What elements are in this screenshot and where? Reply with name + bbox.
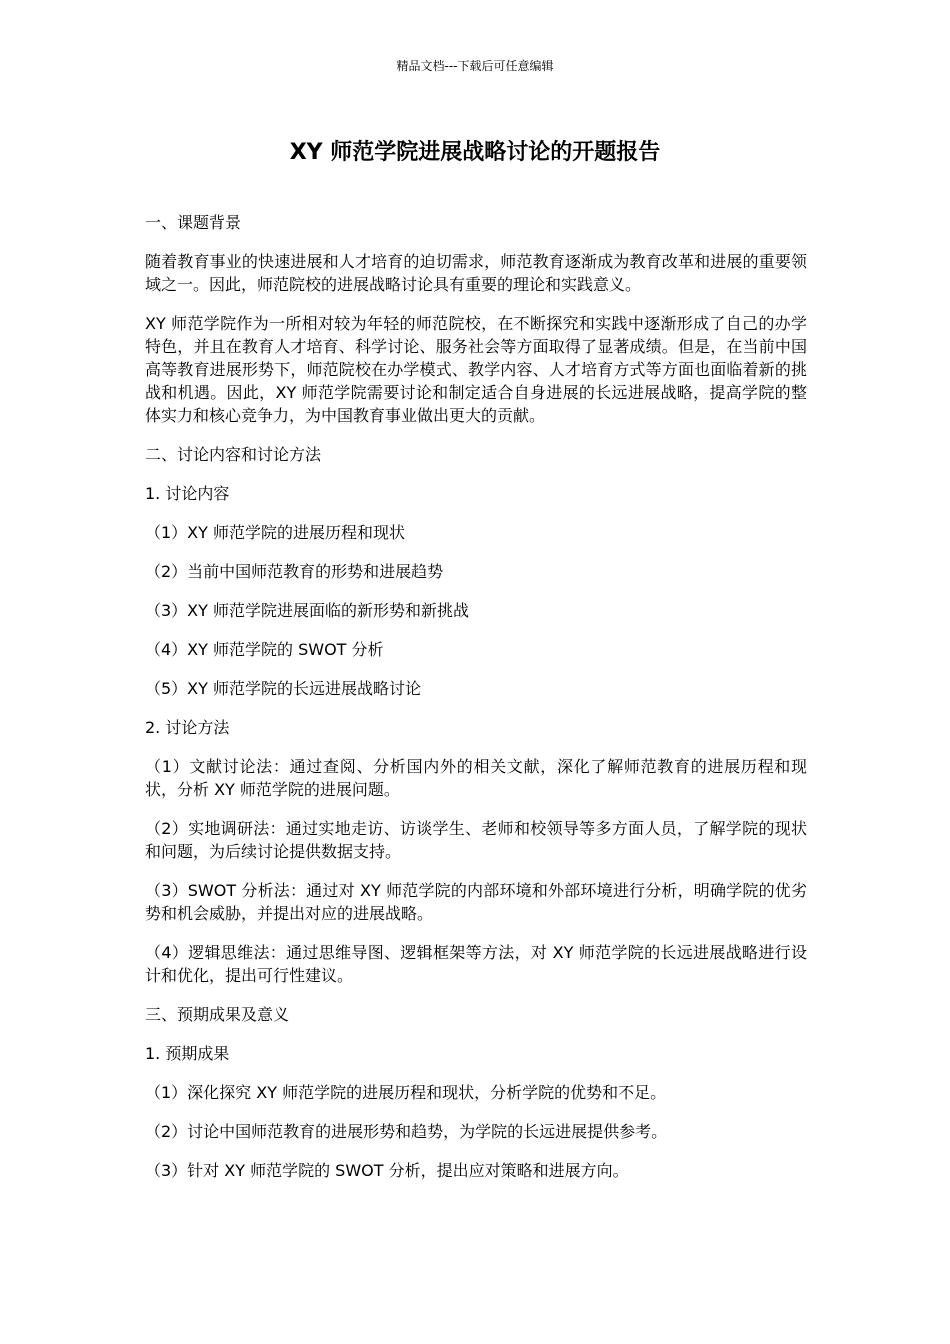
document-body xyxy=(145,211,807,1198)
section-heading-background: 一、课题背景 xyxy=(145,213,242,232)
subheading-research-content: 1. 讨论内容 xyxy=(145,484,230,503)
list-item-content-3: （3）XY 师范学院进展面临的新形势和新挑战 xyxy=(145,601,470,620)
page-header-note: 精品文档---下载后可任意编辑 xyxy=(396,59,554,73)
list-item-method-4: （4）逻辑思维法：通过思维导图、逻辑框架等方法，对 XY 师范学院的长远进展战略进行设计和优化，提出可行性建议。 xyxy=(145,943,807,985)
list-item-outcome-3: （3）针对 XY 师范学院的 SWOT 分析，提出应对策略和进展方向。 xyxy=(145,1161,629,1180)
list-item-outcome-1: （1）深化探究 XY 师范学院的进展历程和现状，分析学院的优势和不足。 xyxy=(145,1083,667,1102)
list-item-method-2: （2）实地调研法：通过实地走访、访谈学生、老师和校领导等多方面人员，了解学院的现状和问题，为后续讨论提供数据支持。 xyxy=(145,819,807,861)
subheading-research-methods: 2. 讨论方法 xyxy=(145,718,230,737)
document-title: XY 师范学院进展战略讨论的开题报告 xyxy=(289,140,661,165)
list-item-content-1: （1）XY 师范学院的进展历程和现状 xyxy=(145,523,406,542)
list-item-outcome-2: （2）讨论中国师范教育的进展形势和趋势，为学院的长远进展提供参考。 xyxy=(145,1122,668,1141)
paragraph-background-2: XY 师范学院作为一所相对较为年轻的师范院校，在不断探究和实践中逐渐形成了自己的办学特色，并且在教育人才培育、科学讨论、服务社会等方面取得了显著成绩。但是，在当前中国高等教育进展形势下，师范院校在办学模式、教学内容、人才培育方式等方面也面临着新的挑战和机遇。因此，XY 师范学院需要讨论和制定适合自身进展的长远进展战略，提高学院的整体实力和核心竞争力，为中国教育事业做出更大的贡献。 xyxy=(145,314,807,425)
list-item-content-4: （4）XY 师范学院的 SWOT 分析 xyxy=(145,640,384,659)
paragraph-background-1: 随着教育事业的快速进展和人才培育的迫切需求，师范教育逐渐成为教育改革和进展的重要领域之一。因此，师范院校的进展战略讨论具有重要的理论和实践意义。 xyxy=(145,252,807,294)
list-item-method-3: （3）SWOT 分析法：通过对 XY 师范学院的内部环境和外部环境进行分析，明确学院的优劣势和机会威胁，并提出对应的进展战略。 xyxy=(145,881,807,923)
subheading-expected-outcomes: 1. 预期成果 xyxy=(145,1044,230,1063)
list-item-content-5: （5）XY 师范学院的长远进展战略讨论 xyxy=(145,679,422,698)
list-item-method-1: （1）文献讨论法：通过查阅、分析国内外的相关文献，深化了解师范教育的进展历程和现状，分析 XY 师范学院的进展问题。 xyxy=(145,757,807,799)
section-heading-outcomes: 三、预期成果及意义 xyxy=(145,1005,290,1024)
section-heading-research: 二、讨论内容和讨论方法 xyxy=(145,445,322,464)
list-item-content-2: （2）当前中国师范教育的形势和进展趋势 xyxy=(145,562,444,581)
